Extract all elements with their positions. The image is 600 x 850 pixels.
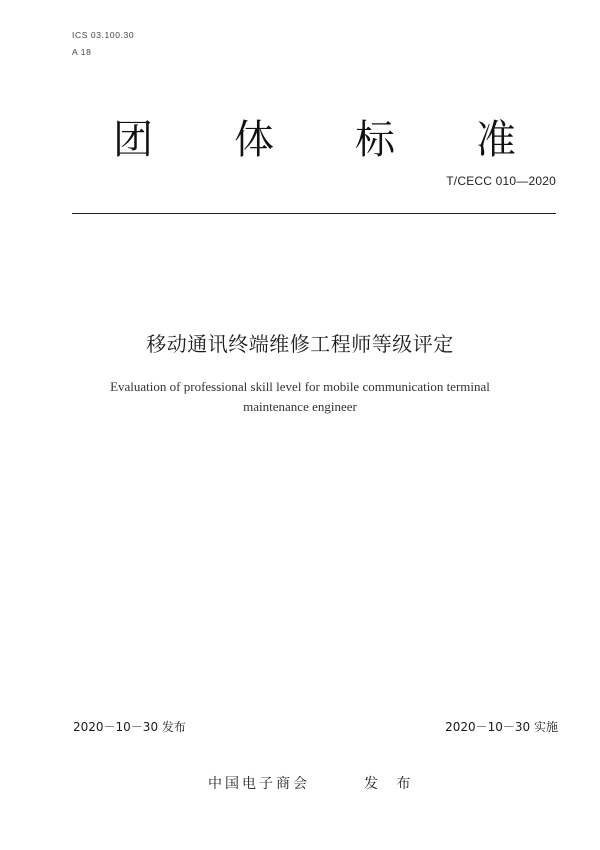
title-char-4: 准 [476,117,516,163]
ccs-code: A 18 [72,47,92,57]
publish-date: 2020－10－30 发布 [73,720,186,734]
publisher-name: 中国电子商会 [208,776,310,792]
standard-number: T/CECC 010—2020 [446,174,556,188]
ics-code: ICS 03.100.30 [72,30,135,40]
document-title-en-line1: Evaluation of professional skill level for mobile communication terminal [110,379,490,394]
title-char-2: 体 [234,117,274,163]
implementation-date: 2020－10－30 实施 [445,720,558,734]
title-char-1: 团 [113,117,153,163]
title-char-3: 标 [355,117,395,163]
header-divider [72,213,556,214]
document-title-zh: 移动通讯终端维修工程师等级评定 [146,332,454,356]
document-title-en-line2: maintenance engineer [243,399,357,414]
publish-label: 发 布 [364,776,418,792]
